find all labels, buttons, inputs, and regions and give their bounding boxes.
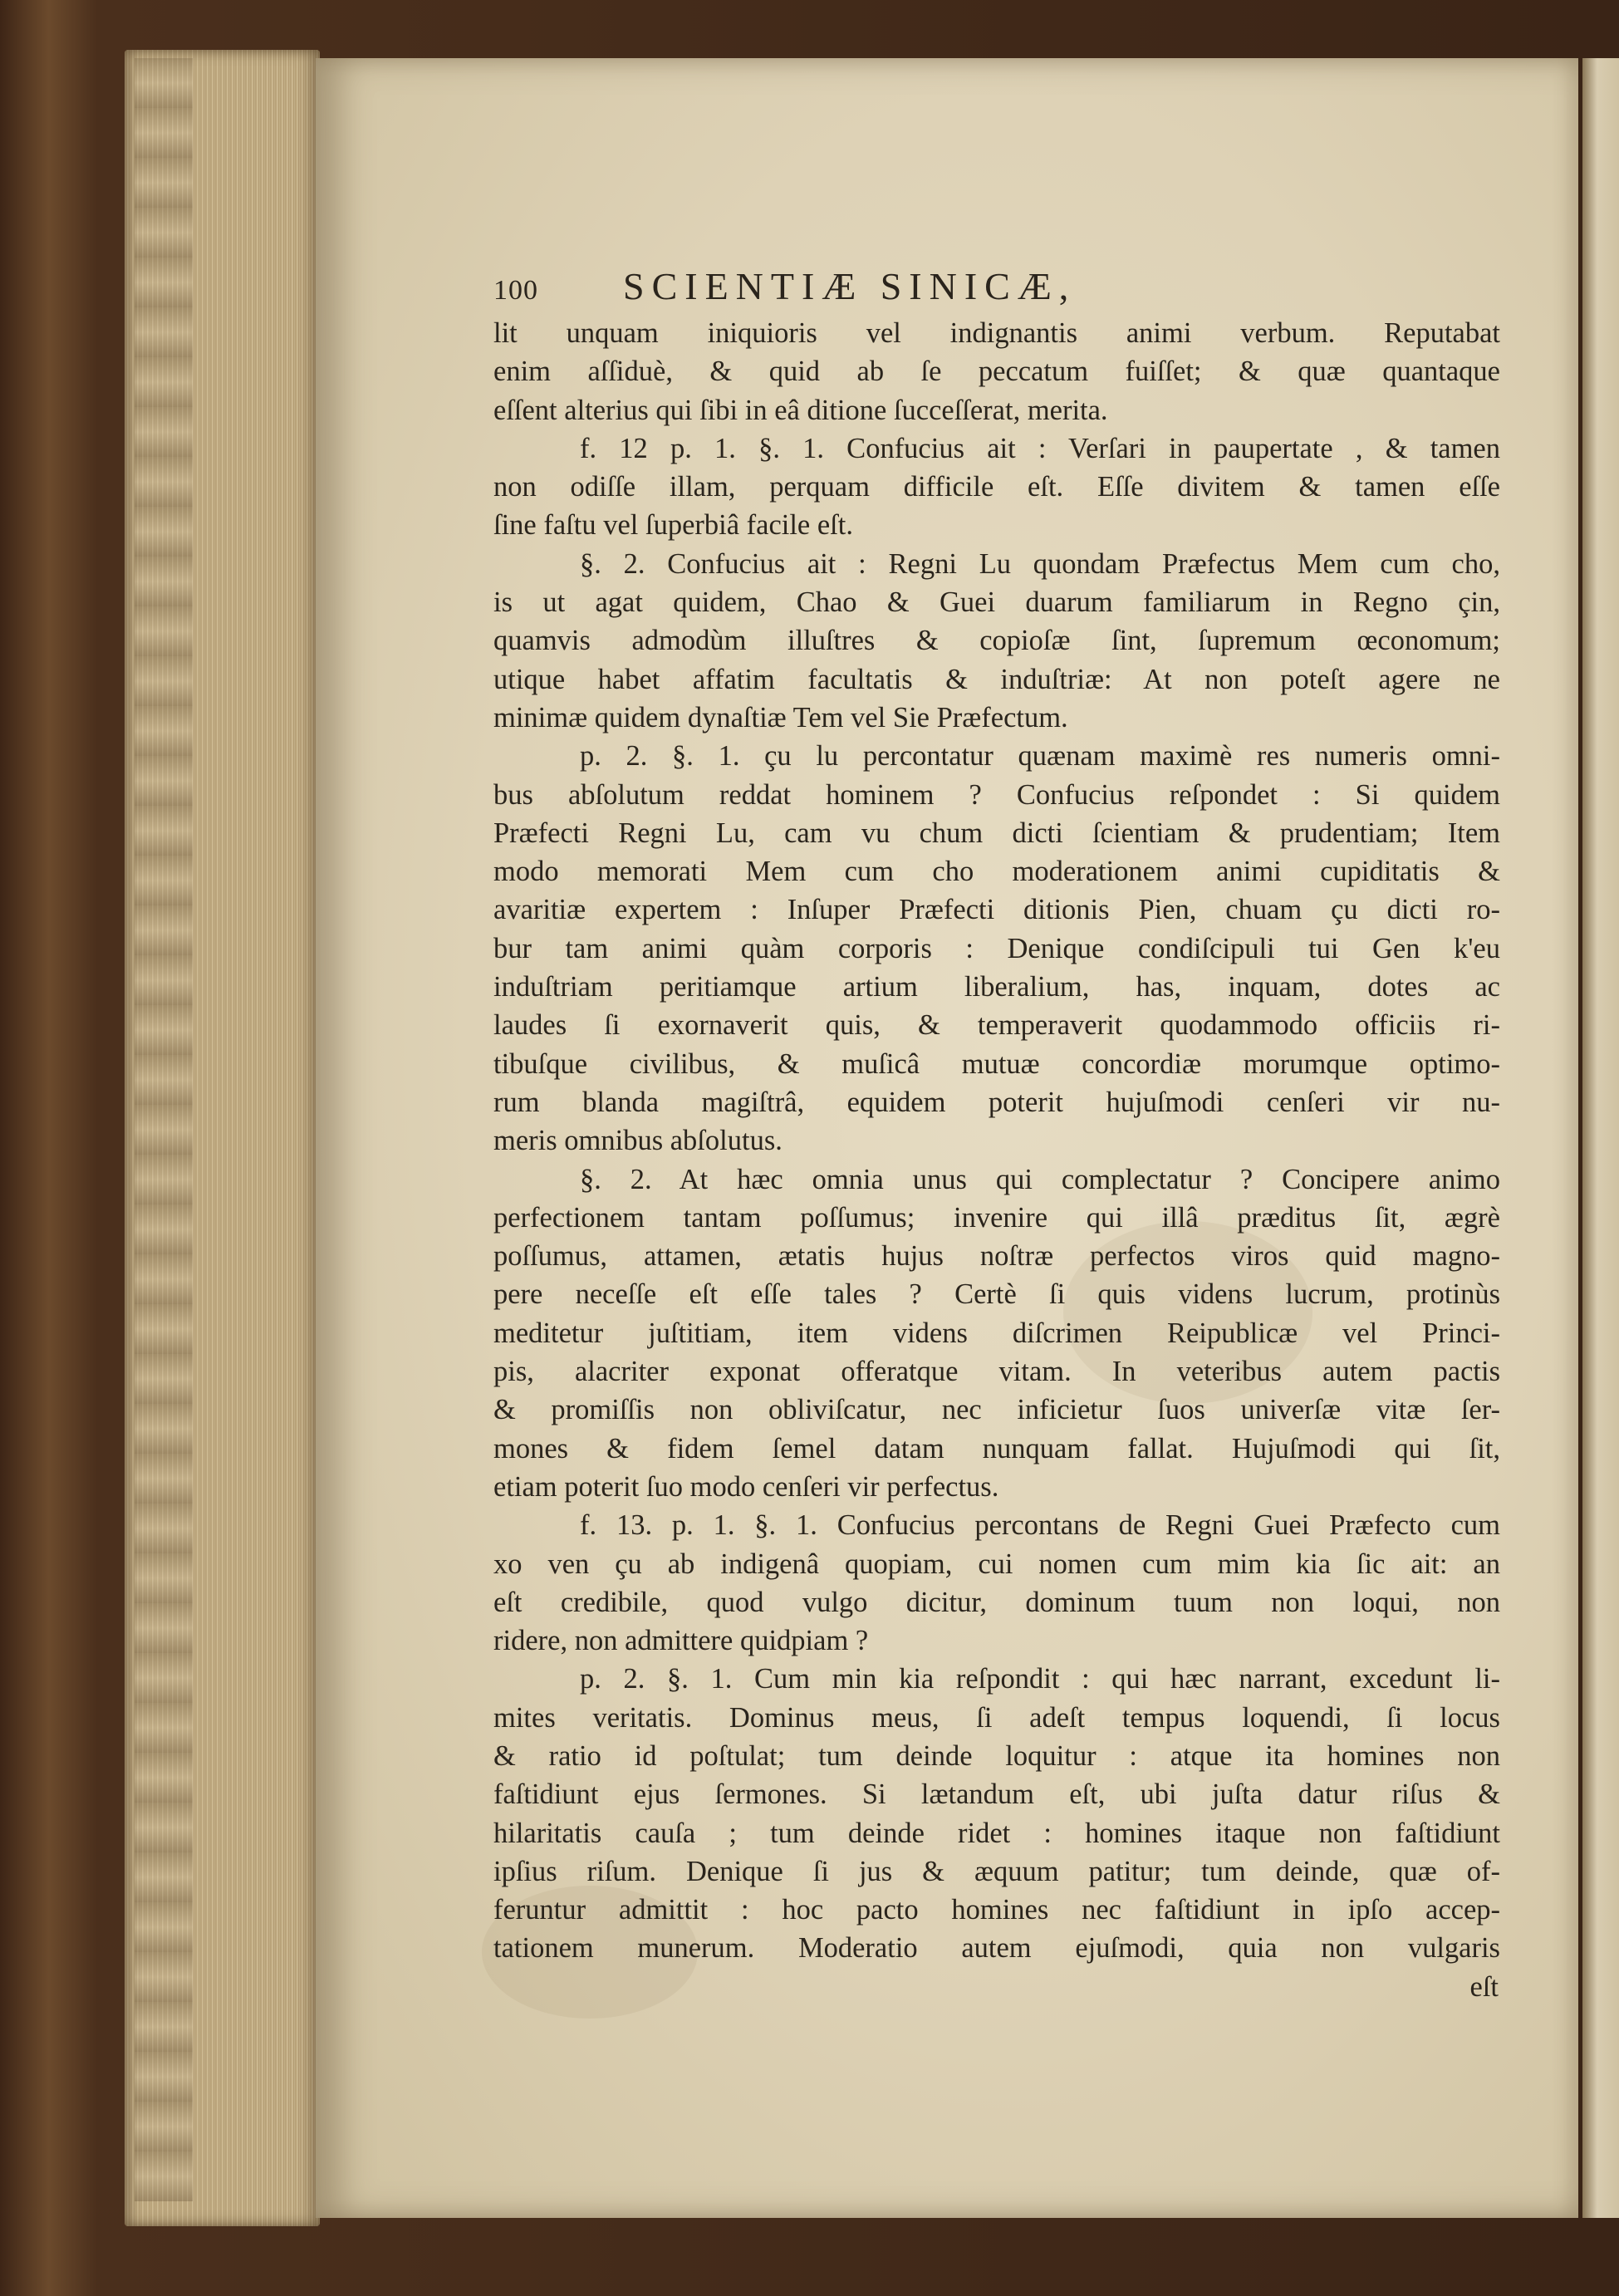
text-line: mites veritatis. Dominus meus, ſi adeſt tempus loquendi, ſi locus (493, 1701, 1500, 1734)
text-line: f. 13. p. 1. §. 1. Confucius percontans de Regni Guei Præfecto cum (580, 1509, 1500, 1542)
text-line: minimæ quidem dynaſtiæ Tem vel Sie Præfectum. (493, 701, 1068, 733)
text-line: eſt credibile, quod vulgo dicitur, dominum tuum non loqui, non (493, 1586, 1500, 1618)
text-line: §. 2. At hæc omnia unus qui complectatur ? Concipere animo (580, 1163, 1500, 1195)
text-line: bur tam animi quàm corporis : Denique condiſcipuli tui Gen k'eu (493, 932, 1500, 964)
text-line: modo memorati Mem cum cho moderationem animi cupiditatis & (493, 856, 1500, 888)
catchword: eſt (1469, 1970, 1499, 2003)
text-line: bus abſolutum reddat hominem ? Confucius reſpondet : Si quidem (493, 778, 1500, 811)
text-line: laudes ſi exornaverit quis, & temperaverit quodammodo officiis ri- (493, 1009, 1500, 1042)
text-line: p. 2. §. 1. Cum min kia reſpondit : qui hæc narrant, excedunt li- (580, 1663, 1500, 1695)
text-line: quamvis admodùm illuſtres & copioſæ ſint, ſupremum œconomum; (493, 625, 1500, 657)
text-line: lit unquam iniquioris vel indignantis animi verbum. Reputabat (493, 317, 1500, 349)
text-line: meditetur juſtitiam, item videns diſcrimen Reipublicæ vel Princi- (493, 1317, 1500, 1349)
text-line: Præfecti Regni Lu, cam vu chum dicti ſcientiam & prudentiam; Item (493, 817, 1500, 849)
text-line: ſine faſtu vel ſuperbiâ facile eſt. (493, 509, 853, 542)
text-line: eſſent alterius qui ſibi in eâ ditione ſucceſſerat, merita. (493, 394, 1108, 426)
text-line: utique habet affatim facultatis & induſtriæ: At non poteſt agere ne (493, 663, 1500, 695)
text-line: feruntur admittit : hoc pacto homines nec faſtidiunt in ipſo accep- (493, 1894, 1500, 1926)
text-line: rum blanda magiſtrâ, equidem poterit hujuſmodi cenſeri vir nu- (493, 1086, 1500, 1118)
text-line: poſſumus, attamen, ætatis hujus noſtræ perfectos viros quid magno- (493, 1240, 1500, 1273)
text-line: avaritiæ expertem : Inſuper Præfecti ditionis Pien, chuam çu dicti ro- (493, 894, 1500, 926)
running-title: SCIENTIÆ SINICÆ, (623, 265, 1077, 307)
text-line: ridere, non admittere quidpiam ? (493, 1625, 869, 1657)
page-header (493, 264, 1500, 312)
text-line: §. 2. Confucius ait : Regni Lu quondam Præfectus Mem cum cho, (580, 547, 1500, 580)
text-line: meris omnibus abſolutus. (493, 1125, 783, 1157)
text-line: is ut agat quidem, Chao & Guei duarum familiarum in Regno çin, (493, 586, 1500, 619)
page-number: 100 (493, 275, 538, 306)
text-line: pis, alacriter exponat offeratque vitam. In veteribus autem pactis (493, 1356, 1500, 1388)
text-line: & promiſſis non obliviſcatur, nec inficietur ſuos univerſæ vitæ ſer- (493, 1394, 1500, 1426)
text-line: hilaritatis cauſa ; tum deinde ridet : homines itaque non faſtidiunt (493, 1817, 1500, 1849)
text-line: faſtidiunt ejus ſermones. Si lætandum eſt, ubi juſta datur riſus & (493, 1778, 1500, 1811)
text-line: tibuſque civilibus, & muſicâ mutuæ concordiæ morumque optimo- (493, 1047, 1500, 1080)
text-line: tationem munerum. Moderatio autem ejuſmodi, quia non vulgaris (493, 1932, 1500, 1965)
text-line: etiam poterit ſuo modo cenſeri vir perfectus. (493, 1470, 999, 1503)
text-line: non odiſſe illam, perquam difficile eſt. Eſſe divitem & tamen eſſe (493, 471, 1500, 503)
text-line: induſtriam peritiamque artium liberalium, has, inquam, dotes ac (493, 971, 1500, 1003)
text-line: perfectionem tantam poſſumus; invenire qui illâ præditus ſit, ægrè (493, 1201, 1500, 1234)
facing-page-edge (1582, 58, 1619, 2218)
text-line: ipſius riſum. Denique ſi jus & æquum patitur; tum deinde, quæ of- (493, 1855, 1500, 1887)
text-line: enim aſſiduè, & quid ab ſe peccatum fuiſſet; & quæ quantaque (493, 356, 1500, 388)
text-line: p. 2. §. 1. çu lu percontatur quænam maximè res numeris omni- (580, 740, 1500, 773)
text-line: pere neceſſe eſt eſſe tales ? Certè ſi quis videns lucrum, protinùs (493, 1278, 1500, 1311)
page-edge-stubs (135, 58, 193, 2201)
text-line: xo ven çu ab indigenâ quopiam, cui nomen cum mim kia ſic ait: an (493, 1548, 1500, 1580)
text-line: mones & fidem ſemel datam nunquam fallat. Hujuſmodi qui ſit, (493, 1432, 1500, 1464)
page-text (493, 264, 1500, 2006)
text-line: & ratio id poſtulat; tum deinde loquitur : atque ita homines non (493, 1739, 1500, 1772)
text-line: f. 12 p. 1. §. 1. Confucius ait : Verſari in paupertate , & tamen (580, 432, 1500, 464)
